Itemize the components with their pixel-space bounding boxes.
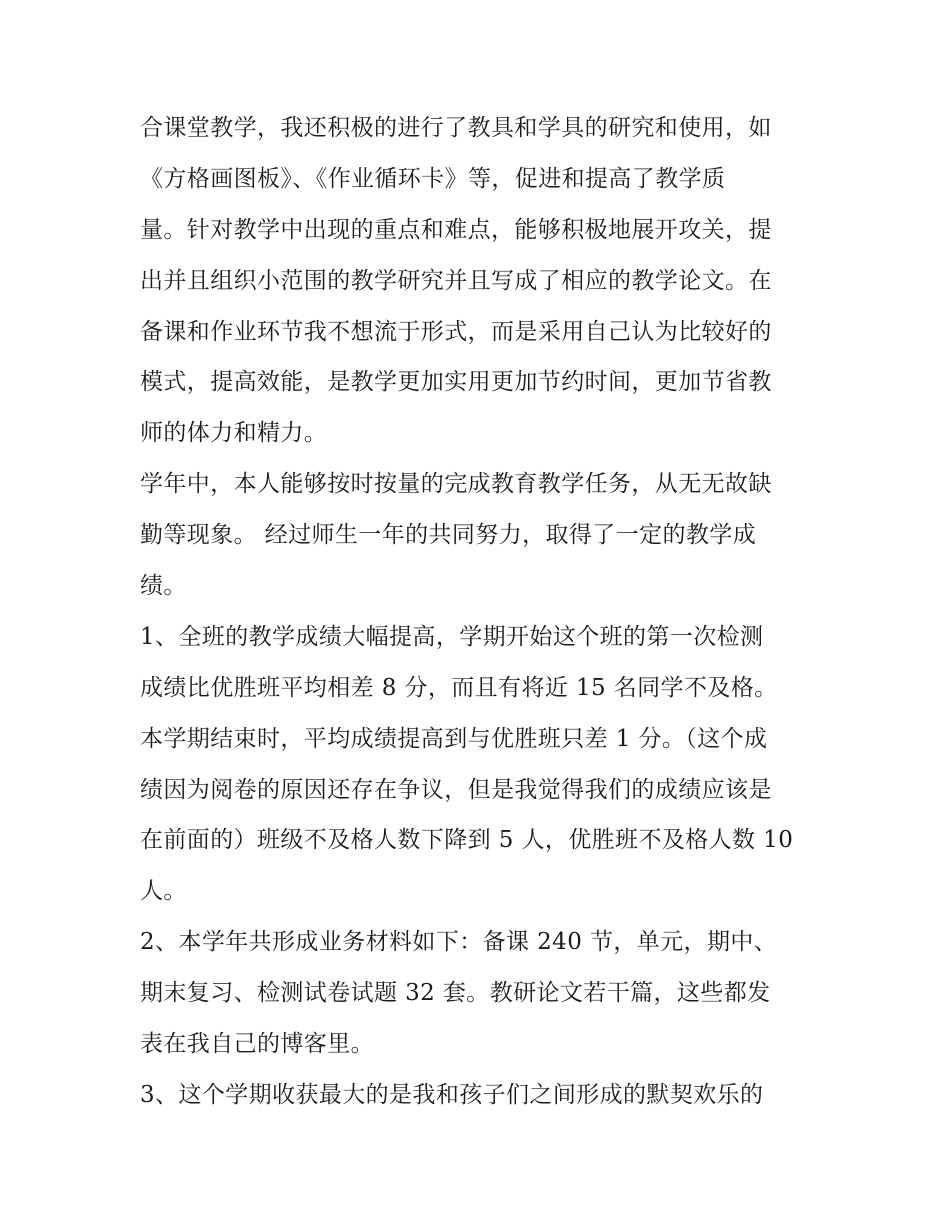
text-line: 3、这个学期收获最大的是我和孩子们之间形成的默契欢乐的 [140,1082,764,1108]
text-line: 成绩比优胜班平均相差 8 分，而且有将近 15 名同学不及格。 [140,675,778,701]
text-line: 1、全班的教学成绩大幅提高，学期开始这个班的第一次检测 [140,624,764,650]
text-line: 期末复习、检测试卷试题 32 套。教研论文若干篇，这些都发 [140,980,771,1006]
text-line: 人。 [140,878,187,904]
text-line: 《方格画图板》、《作业循环卡》等，促进和提高了教学质 [140,166,726,192]
text-line: 合课堂教学，我还积极的进行了教具和学具的研究和使用，如 [140,115,772,141]
text-line: 量。针对教学中出现的重点和难点，能够积极地展开攻关，提 [140,217,772,243]
text-line: 师的体力和精力。 [140,420,328,446]
text-line: 出并且组织小范围的教学研究并且写成了相应的教学论文。在 [140,268,772,294]
text-line: 绩。 [140,573,187,599]
text-line: 本学期结束时，平均成绩提高到与优胜班只差 1 分。（这个成 [140,726,768,752]
text-line: 备课和作业环节我不想流于形式，而是采用自己认为比较好的 [140,319,772,345]
text-line: 学年中，本人能够按时按量的完成教育教学任务，从无无故缺 [140,471,772,497]
text-line: 表在我自己的博客里。 [140,1031,374,1057]
text-line: 模式，提高效能，是教学更加实用更加节约时间，更加节省教 [140,369,772,395]
text-line: 在前面的）班级不及格人数下降到 5 人，优胜班不及格人数 10 [140,827,794,853]
text-line: 2、本学年共形成业务材料如下：备课 240 节，单元，期中、 [140,929,778,955]
text-line: 勤等现象。 经过师生一年的共同努力，取得了一定的教学成 [140,522,757,548]
text-line: 绩因为阅卷的原因还存在争议，但是我觉得我们的成绩应该是 [140,777,772,803]
